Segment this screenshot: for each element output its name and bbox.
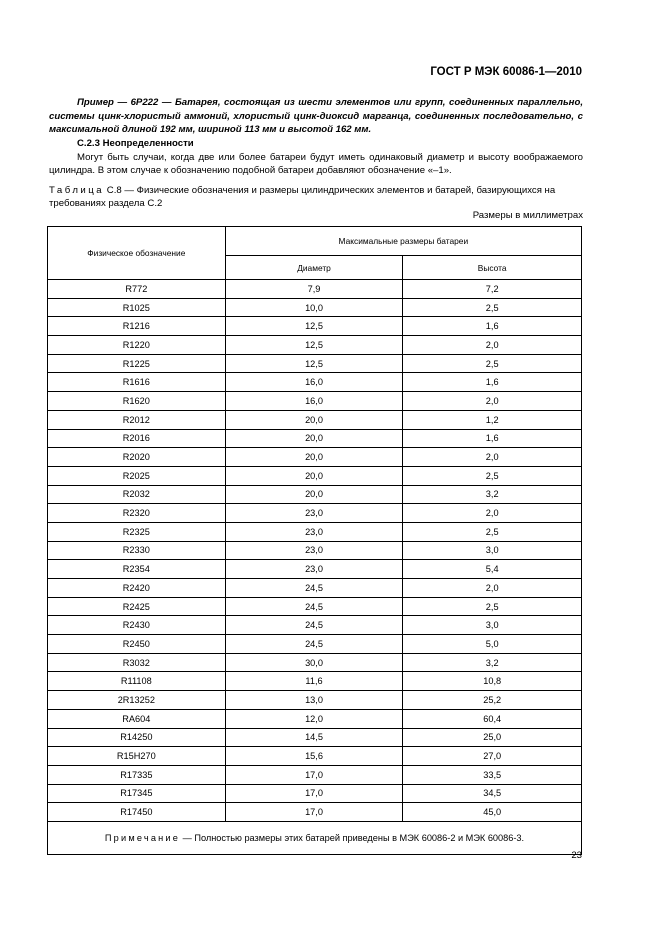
table-row [48, 560, 582, 579]
cell-height: 25,0 [403, 728, 582, 747]
cell-diameter: 14,5 [225, 728, 403, 747]
page-number: 23 [571, 850, 582, 861]
table-row [48, 336, 582, 355]
cell-diameter: 24,5 [225, 616, 403, 635]
cell-designation: R2020 [48, 448, 226, 467]
table-row [48, 635, 582, 654]
table-row [48, 579, 582, 598]
cell-designation: R2012 [48, 410, 226, 429]
cell-diameter: 11,6 [225, 672, 403, 691]
cell-designation: R2320 [48, 504, 226, 523]
table-row [48, 522, 582, 541]
cell-designation: R2420 [48, 579, 226, 598]
cell-designation: R3032 [48, 653, 226, 672]
cell-height: 2,5 [403, 298, 582, 317]
table-note-text: — Полностью размеры этих батарей приведены в МЭК 60086-2 и МЭК 60086-3. [180, 832, 525, 843]
cell-height: 2,5 [403, 522, 582, 541]
cell-designation: R1620 [48, 392, 226, 411]
table-row [48, 616, 582, 635]
cell-designation: R1225 [48, 354, 226, 373]
cell-diameter: 24,5 [225, 579, 403, 598]
table-caption-label: Таблица [49, 185, 105, 196]
cell-height: 1,6 [403, 317, 582, 336]
cell-diameter: 15,6 [225, 747, 403, 766]
table-row [48, 429, 582, 448]
table-body [48, 280, 582, 822]
cell-designation: R2330 [48, 541, 226, 560]
cell-diameter: 16,0 [225, 392, 403, 411]
cell-diameter: 23,0 [225, 541, 403, 560]
cell-diameter: 23,0 [225, 560, 403, 579]
header-max-dimensions: Максимальные размеры батареи [225, 227, 581, 256]
table-row [48, 653, 582, 672]
cell-designation: R2430 [48, 616, 226, 635]
cell-diameter: 12,5 [225, 317, 403, 336]
section-text: Могут быть случаи, когда две или более батареи будут иметь одинаковый диаметр и высоту воображаемого цилиндра. В этом случае к обозначению подобной батареи добавляют обозначение «–1». [49, 152, 583, 177]
cell-diameter: 30,0 [225, 653, 403, 672]
table-row [48, 597, 582, 616]
cell-diameter: 17,0 [225, 803, 403, 822]
cell-height: 3,2 [403, 653, 582, 672]
cell-designation: R17450 [48, 803, 226, 822]
cell-diameter: 12,5 [225, 354, 403, 373]
cell-diameter: 10,0 [225, 298, 403, 317]
cell-height: 2,0 [403, 336, 582, 355]
cell-height: 1,6 [403, 429, 582, 448]
cell-designation: R15H270 [48, 747, 226, 766]
table-units: Размеры в миллиметрах [472, 210, 583, 221]
cell-diameter: 20,0 [225, 448, 403, 467]
cell-diameter: 23,0 [225, 504, 403, 523]
table-row [48, 747, 582, 766]
cell-diameter: 16,0 [225, 373, 403, 392]
cell-designation: RA604 [48, 709, 226, 728]
cell-designation: R2325 [48, 522, 226, 541]
cell-height: 25,2 [403, 691, 582, 710]
cell-diameter: 20,0 [225, 466, 403, 485]
table-row [48, 784, 582, 803]
cell-height: 2,0 [403, 448, 582, 467]
cell-height: 2,0 [403, 579, 582, 598]
cell-height: 2,5 [403, 354, 582, 373]
cell-designation: R2354 [48, 560, 226, 579]
table-caption-text: С.8 — Физические обозначения и размеры цилиндрических элементов и батарей, базирующихся на требованиях раздела С.2 [49, 185, 556, 210]
cell-diameter: 20,0 [225, 410, 403, 429]
table-row [48, 691, 582, 710]
cell-height: 60,4 [403, 709, 582, 728]
cell-diameter: 23,0 [225, 522, 403, 541]
table-row [48, 485, 582, 504]
header-designation: Физическое обозначение [48, 227, 226, 280]
cell-designation: R1220 [48, 336, 226, 355]
cell-height: 10,8 [403, 672, 582, 691]
cell-diameter: 24,5 [225, 635, 403, 654]
cell-diameter: 17,0 [225, 784, 403, 803]
table-note [48, 821, 582, 854]
cell-height: 2,5 [403, 466, 582, 485]
cell-designation: R14250 [48, 728, 226, 747]
cell-designation: R1025 [48, 298, 226, 317]
cell-height: 5,0 [403, 635, 582, 654]
table-row [48, 448, 582, 467]
cell-designation: R2016 [48, 429, 226, 448]
cell-designation: 2R13252 [48, 691, 226, 710]
cell-designation: R1216 [48, 317, 226, 336]
table-row [48, 466, 582, 485]
cell-designation: R1616 [48, 373, 226, 392]
table-row [48, 298, 582, 317]
cell-designation: R2450 [48, 635, 226, 654]
cell-height: 27,0 [403, 747, 582, 766]
cell-designation: R2032 [48, 485, 226, 504]
header-diameter: Диаметр [225, 256, 403, 280]
cell-diameter: 12,0 [225, 709, 403, 728]
table-row [48, 709, 582, 728]
cell-diameter: 12,5 [225, 336, 403, 355]
cell-height: 45,0 [403, 803, 582, 822]
cell-height: 33,5 [403, 765, 582, 784]
cell-designation: R772 [48, 280, 226, 299]
cell-designation: R17335 [48, 765, 226, 784]
table-row [48, 392, 582, 411]
cell-height: 3,2 [403, 485, 582, 504]
cell-height: 3,0 [403, 616, 582, 635]
table-row [48, 765, 582, 784]
cell-height: 1,6 [403, 373, 582, 392]
header-height: Высота [403, 256, 582, 280]
example-paragraph: Пример — 6Р222 — Батарея, состоящая из шести элементов или групп, соединенных параллельно, системы цинк-хлористый аммоний, хлористый цинк-диоксид марганца, соединенных последовательно, с максимальной длиной 192 мм, шириной 113 мм и высотой 162 мм. [49, 97, 583, 136]
table-row [48, 728, 582, 747]
cell-diameter: 17,0 [225, 765, 403, 784]
cell-height: 5,4 [403, 560, 582, 579]
table-row [48, 354, 582, 373]
table-row [48, 541, 582, 560]
table-caption [49, 184, 583, 211]
cell-diameter: 13,0 [225, 691, 403, 710]
cell-diameter: 7,9 [225, 280, 403, 299]
cell-height: 2,0 [403, 392, 582, 411]
table-row [48, 373, 582, 392]
cell-designation: R11108 [48, 672, 226, 691]
table-row [48, 672, 582, 691]
table-row [48, 317, 582, 336]
cell-designation: R17345 [48, 784, 226, 803]
cell-diameter: 20,0 [225, 485, 403, 504]
cell-height: 3,0 [403, 541, 582, 560]
cell-height: 2,5 [403, 597, 582, 616]
table-note-label: Примечание [104, 832, 181, 843]
table-row [48, 504, 582, 523]
table-row [48, 803, 582, 822]
cell-height: 2,0 [403, 504, 582, 523]
table-row [48, 410, 582, 429]
cell-designation: R2025 [48, 466, 226, 485]
cell-designation: R2425 [48, 597, 226, 616]
cell-height: 7,2 [403, 280, 582, 299]
dimensions-table [47, 226, 582, 855]
table-row [48, 280, 582, 299]
cell-diameter: 20,0 [225, 429, 403, 448]
cell-height: 34,5 [403, 784, 582, 803]
cell-height: 1,2 [403, 410, 582, 429]
document-id: ГОСТ Р МЭК 60086-1—2010 [430, 66, 582, 78]
cell-diameter: 24,5 [225, 597, 403, 616]
section-title: С.2.3 Неопределенности [77, 138, 194, 149]
